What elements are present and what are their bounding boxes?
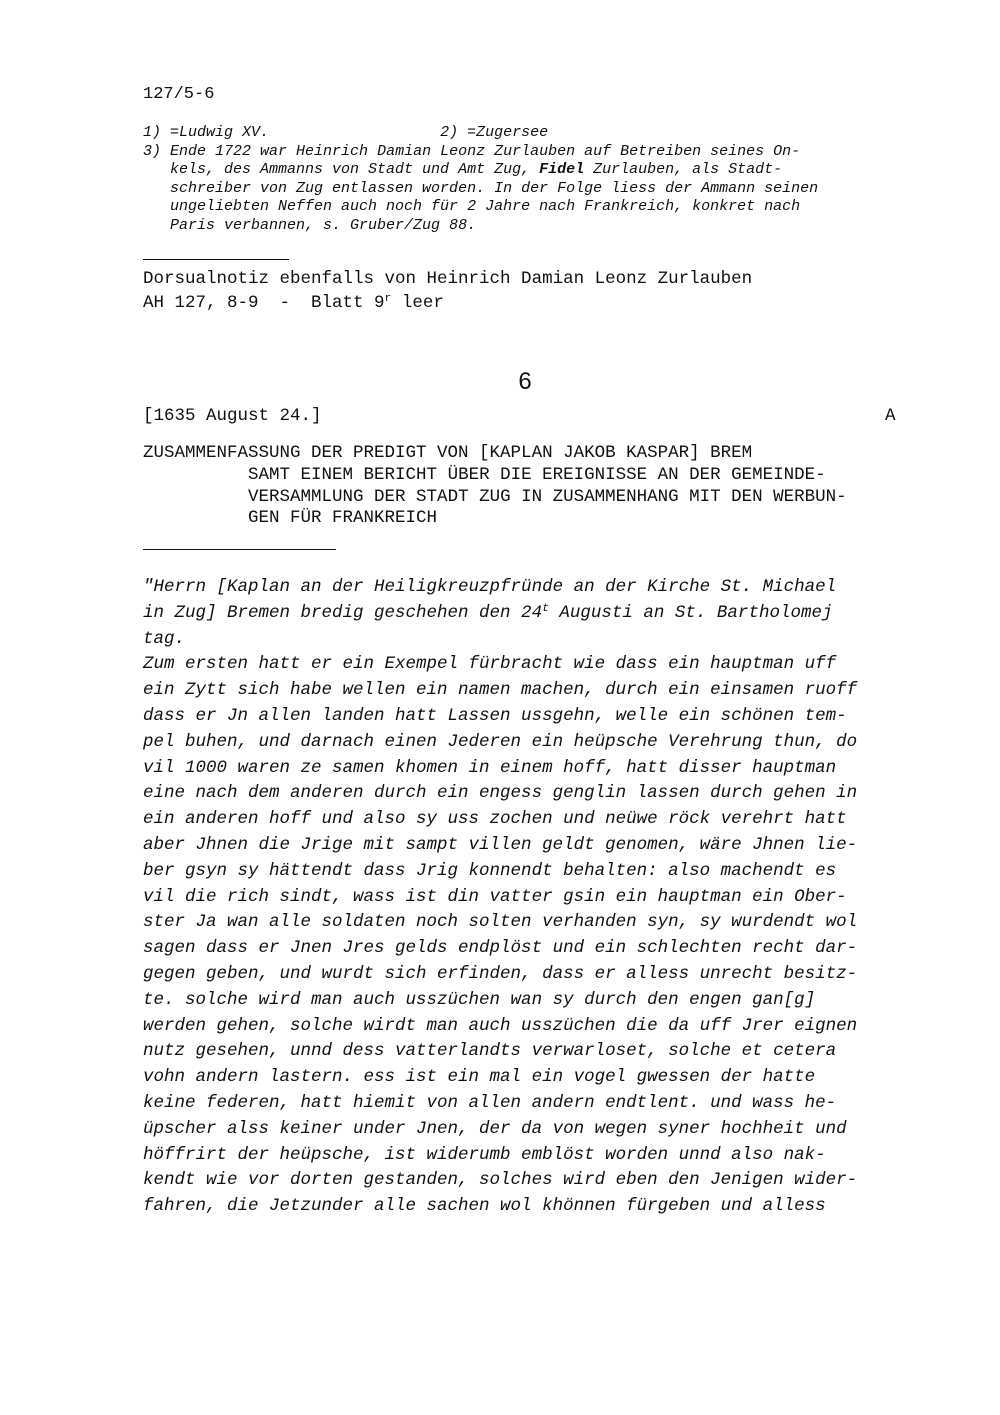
body-line: aber Jhnen die Jrige mit sampt villen geldt genomen, wäre Jhnen lie- [143,834,858,855]
body-line: Zum ersten hatt er ein Exempel fürbracht wie dass ein hauptman uff [143,654,837,675]
heading-line: GEN FÜR FRANKREICH [248,508,438,529]
heading-line: ZUSAMMENFASSUNG DER PREDIGT VON [KAPLAN JAKOB KASPAR] BREM [143,443,753,463]
body-line: werden gehen, solche wirdt man auch usszüchen die da uff Jrer eignen [143,1015,858,1036]
footnote-3-bold-name: Fidel [539,161,585,179]
body-line: te. solche wird man auch usszüchen wan sy durch den engen gan[g] [143,989,816,1010]
dorsal-note-reference: leer [391,292,444,313]
body-line: gegen geben, und wurdt sich erfinden, dass er alless unrecht besitz- [143,963,858,984]
body-line: vil die rich sindt, wass ist din vatter gsin ein hauptman ein Ober- [143,886,847,907]
body-line: pel buhen, und darnach einen Jederen ein heüpsche Verehrung thun, do [143,731,858,752]
body-line: vil 1000 waren ze samen khomen in einem hoff, hatt disser hauptman [143,757,837,778]
footnotes [143,124,923,236]
body-line: tag. [143,628,186,649]
body-line: höffrirt der heüpsche, ist widerumb emblöst worden unnd also nak- [143,1144,826,1165]
footnote-2-number: 2) [440,124,459,141]
date-superscript: t [542,602,549,615]
document-letter: A [885,406,896,426]
footnote-3-line: Zurlauben, als Stadt- [584,161,783,179]
dorsal-note [143,268,752,315]
recto-superscript: r [384,292,392,305]
footnote-3-line: ungeliebten Neffen auch noch für 2 Jahre nach Frankreich, konkret nach [170,198,801,216]
document-number: 6 [518,368,532,395]
body-line: ber gsyn sy hättendt dass Jrig konnendt behalten: also machendt es [143,860,837,881]
footnote-3-line: Ende 1722 war Heinrich Damian Leonz Zurlauben auf Betreiben seines On- [170,142,801,160]
body-line: eine nach dem anderen durch ein engess genglin lassen durch gehen in [143,783,858,804]
body-line: Augusti an St. Bartholomej [548,602,833,623]
body-line: dass er Jn allen landen hatt Lassen ussgehn, welle ein schönen tem- [143,705,847,726]
footnote-2-text: =Zugersee [467,124,549,141]
body-line: üpscher alss keiner under Jnen, der da von wegen syner hochheit und [143,1118,847,1139]
footnote-3-line: Paris verbannen, s. Gruber/Zug 88. [170,216,477,234]
footnote-3-line: kels, des Ammanns von Stadt und Amt Zug, [170,161,540,179]
body-line: ster Ja wan alle soldaten noch solten verhanden syn, sy wurdendt wol [143,912,858,933]
body-line: ein Zytt sich habe wellen ein namen machen, durch ein einsamen ruoff [143,680,858,701]
dorsal-note-reference: AH 127, 8-9 - Blatt 9 [143,292,385,313]
document-date: [1635 August 24.] [143,406,322,426]
heading-line: VERSAMMLUNG DER STADT ZUG IN ZUSAMMENHANG MIT DEN WERBUN- [248,486,847,507]
body-line: fahren, die Jetzunder alle sachen wol khönnen fürgeben und alless [143,1196,826,1217]
page-reference: 127/5-6 [143,85,215,104]
footnote-1-text: =Ludwig XV. [170,124,270,141]
body-line: nutz gesehen, unnd dess vatterlandts verwarloset, solche et cetera [143,1041,837,1062]
footnote-3-number: 3) [143,142,162,160]
body-line: keine federen, hatt hiemit von allen andern endtlent. und wass he- [143,1092,837,1113]
sermon-transcription [143,575,857,1220]
body-line: in Zug] Bremen bredig geschehen den 24 [143,602,543,623]
footnote-3-line: schreiber von Zug entlassen worden. In der Folge liess der Ammann seinen [170,179,819,197]
dorsal-note-line: Dorsualnotiz ebenfalls von Heinrich Damian Leonz Zurlauben [143,269,753,289]
body-line: kendt wie vor dorten gestanden, solches wird eben den Jenigen wider- [143,1170,858,1191]
document-heading [143,443,847,530]
heading-line: SAMT EINEM BERICHT ÜBER DIE EREIGNISSE AN DER GEMEINDE- [248,464,826,485]
footnote-separator-rule [143,259,289,260]
body-line: vohn andern lastern. ess ist ein mal ein vogel gwessen der hatte [143,1067,816,1088]
body-line: sagen dass er Jnen Jres gelds endplöst und ein schlechten recht dar- [143,938,858,959]
body-line: "Herrn [Kaplan an der Heiligkreuzpfründe an der Kirche St. Michael [143,577,837,597]
heading-separator-rule [143,549,336,550]
body-line: ein anderen hoff und also sy uss zochen und neüwe röck verehrt hatt [143,809,847,830]
footnote-1-number: 1) [143,124,162,141]
